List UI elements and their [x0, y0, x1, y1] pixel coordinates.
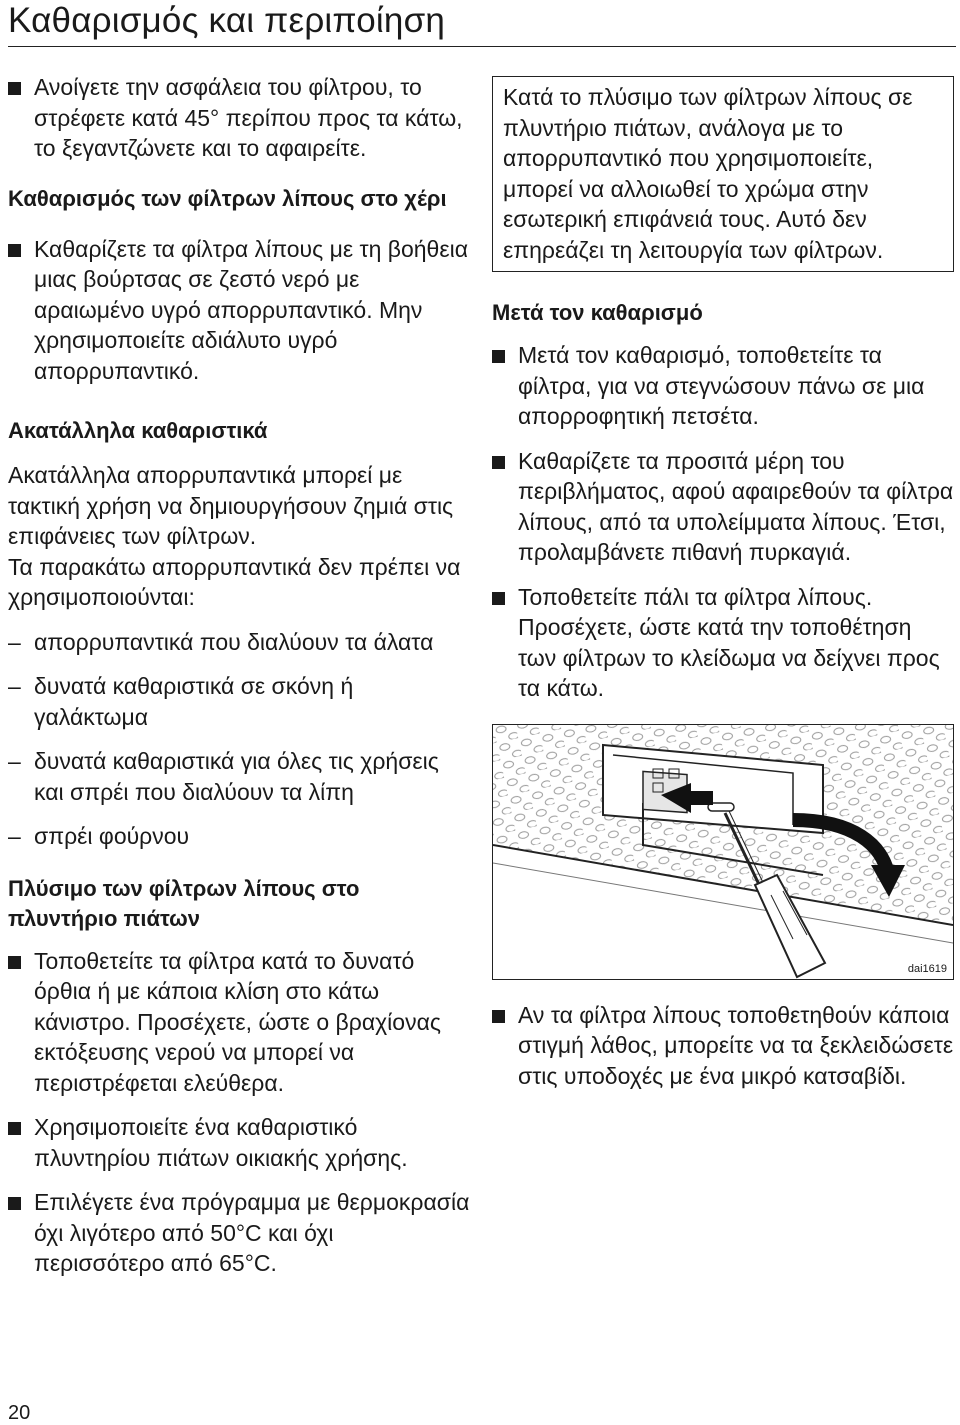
list-item: [8, 234, 470, 387]
filter-lock-illustration: [492, 724, 954, 980]
list-item: [8, 821, 470, 852]
list-item: [8, 671, 470, 732]
page-title: Καθαρισμός και περιποίηση: [8, 1, 446, 40]
square-bullet-icon: [8, 1122, 21, 1135]
left-column: [8, 72, 470, 1279]
right-column: [492, 76, 954, 1091]
list-item: [8, 746, 470, 807]
square-bullet-icon: [492, 350, 505, 363]
list-item-text: απορρυπαντικά που διαλύουν τα άλατα: [34, 628, 434, 655]
list-item: [8, 946, 470, 1099]
figure-label: dai1619: [907, 962, 947, 975]
list-item-text: δυνατά καθαριστικά σε σκόνη ή γαλάκτωμα: [34, 673, 354, 730]
list-item: [8, 627, 470, 658]
list-item: [8, 1112, 470, 1173]
instruction-text: Τοποθετείτε τα φίλτρα κατά το δυνατό όρθια ή με κάποια κλίση στο κάτω κάνιστρο. Προσέχετε, ώστε ο βραχίονας εκτόξευσης νερού να μπορεί να περιστρέφεται ελεύθερα.: [34, 947, 441, 1096]
paragraph: Ακατάλληλα απορρυπαντικά μπορεί με τακτική χρήση να δημιουργήσουν ζημιά στις επιφάνειες των φίλτρων.: [8, 462, 454, 549]
instruction-text: Μετά τον καθαρισμό, τοποθετείτε τα φίλτρα, για να στεγνώσουν πάνω σε μια απορροφητική πετσέτα.: [518, 342, 925, 429]
section-heading: Μετά τον καθαρισμό: [492, 300, 703, 325]
square-bullet-icon: [492, 1010, 505, 1023]
instruction-text: Χρησιμοποιείτε ένα καθαριστικό πλυντηρίου πιάτων οικιακής χρήσης.: [34, 1114, 408, 1171]
page-number: 20: [8, 1402, 31, 1424]
list-item: [8, 1187, 470, 1279]
list-item: [492, 446, 954, 568]
list-item: [8, 72, 470, 164]
square-bullet-icon: [8, 82, 21, 95]
instruction-text: Αν τα φίλτρα λίπους τοποθετηθούν κάποια στιγμή λάθος, μπορείτε να τα ξεκλειδώσετε στις υποδοχές με ένα μικρό κατσαβίδι.: [518, 1001, 954, 1089]
section-heading: Ακατάλληλα καθαριστικά: [8, 418, 268, 443]
dash-bullet: –: [8, 673, 21, 699]
square-bullet-icon: [492, 592, 505, 605]
list-item-text: δυνατά καθαριστικά για όλες τις χρήσεις και σπρέι που διαλύουν τα λίπη: [34, 748, 439, 805]
square-bullet-icon: [8, 956, 21, 969]
list-item: [492, 340, 954, 432]
square-bullet-icon: [8, 1197, 21, 1210]
list-item: [492, 1000, 954, 1092]
square-bullet-icon: [492, 456, 505, 469]
title-divider: [8, 46, 956, 47]
note-box: Κατά το πλύσιμο των φίλτρων λίπους σε πλυντήριο πιάτων, ανάλογα με το απορρυπαντικό που χρησιμοποιείτε, μπορεί να αλλοιωθεί το χρώμα στην εσωτερική επιφάνειά τους. Αυτό δεν επηρεάζει τη λειτουργία των φίλτρων.: [492, 76, 954, 272]
dash-bullet: –: [8, 628, 21, 655]
instruction-text: Καθαρίζετε τα προσιτά μέρη του περιβλήματος, αφού αφαιρεθούν τα φίλτρα λίπους, από τα υπολείμματα λίπους. Έτσι, προλαμβάνετε πιθανή πυρκαγιά.: [518, 447, 954, 565]
list-item: [492, 582, 954, 704]
dash-bullet: –: [8, 748, 21, 774]
paragraph: Τα παρακάτω απορρυπαντικά δεν πρέπει να χρησιμοποιούνται:: [8, 553, 461, 610]
section-heading: Πλύσιμο των φίλτρων λίπους στο πλυντήριο πιάτων: [8, 875, 360, 931]
list-item-text: σπρέι φούρνου: [34, 823, 190, 849]
instruction-text: Ανοίγετε την ασφάλεια του φίλτρου, το στρέφετε κατά 45° περίπου προς τα κάτω, το ξεγαντζώνετε και το αφαιρείτε.: [34, 74, 463, 161]
instruction-text: Καθαρίζετε τα φίλτρα λίπους με τη βοήθεια μιας βούρτσας σε ζεστό νερό με αραιωμένο υγρό απορρυπαντικό. Μην χρησιμοποιείτε αδιάλυτο υγρό απορρυπαντικό.: [34, 235, 469, 384]
instruction-text: Τοποθετείτε πάλι τα φίλτρα λίπους. Προσέχετε, ώστε κατά την τοποθέτηση των φίλτρων το κλείδωμα να δείχνει προς τα κάτω.: [518, 583, 940, 701]
dash-bullet: –: [8, 823, 21, 849]
section-heading: Καθαρισμός των φίλτρων λίπους στο χέρι: [8, 185, 447, 211]
instruction-text: Επιλέγετε ένα πρόγραμμα με θερμοκρασία όχι λιγότερο από 50°C και όχι περισσότερο από 65°C.: [34, 1189, 470, 1276]
filter-drawing: [493, 725, 953, 979]
square-bullet-icon: [8, 244, 21, 257]
